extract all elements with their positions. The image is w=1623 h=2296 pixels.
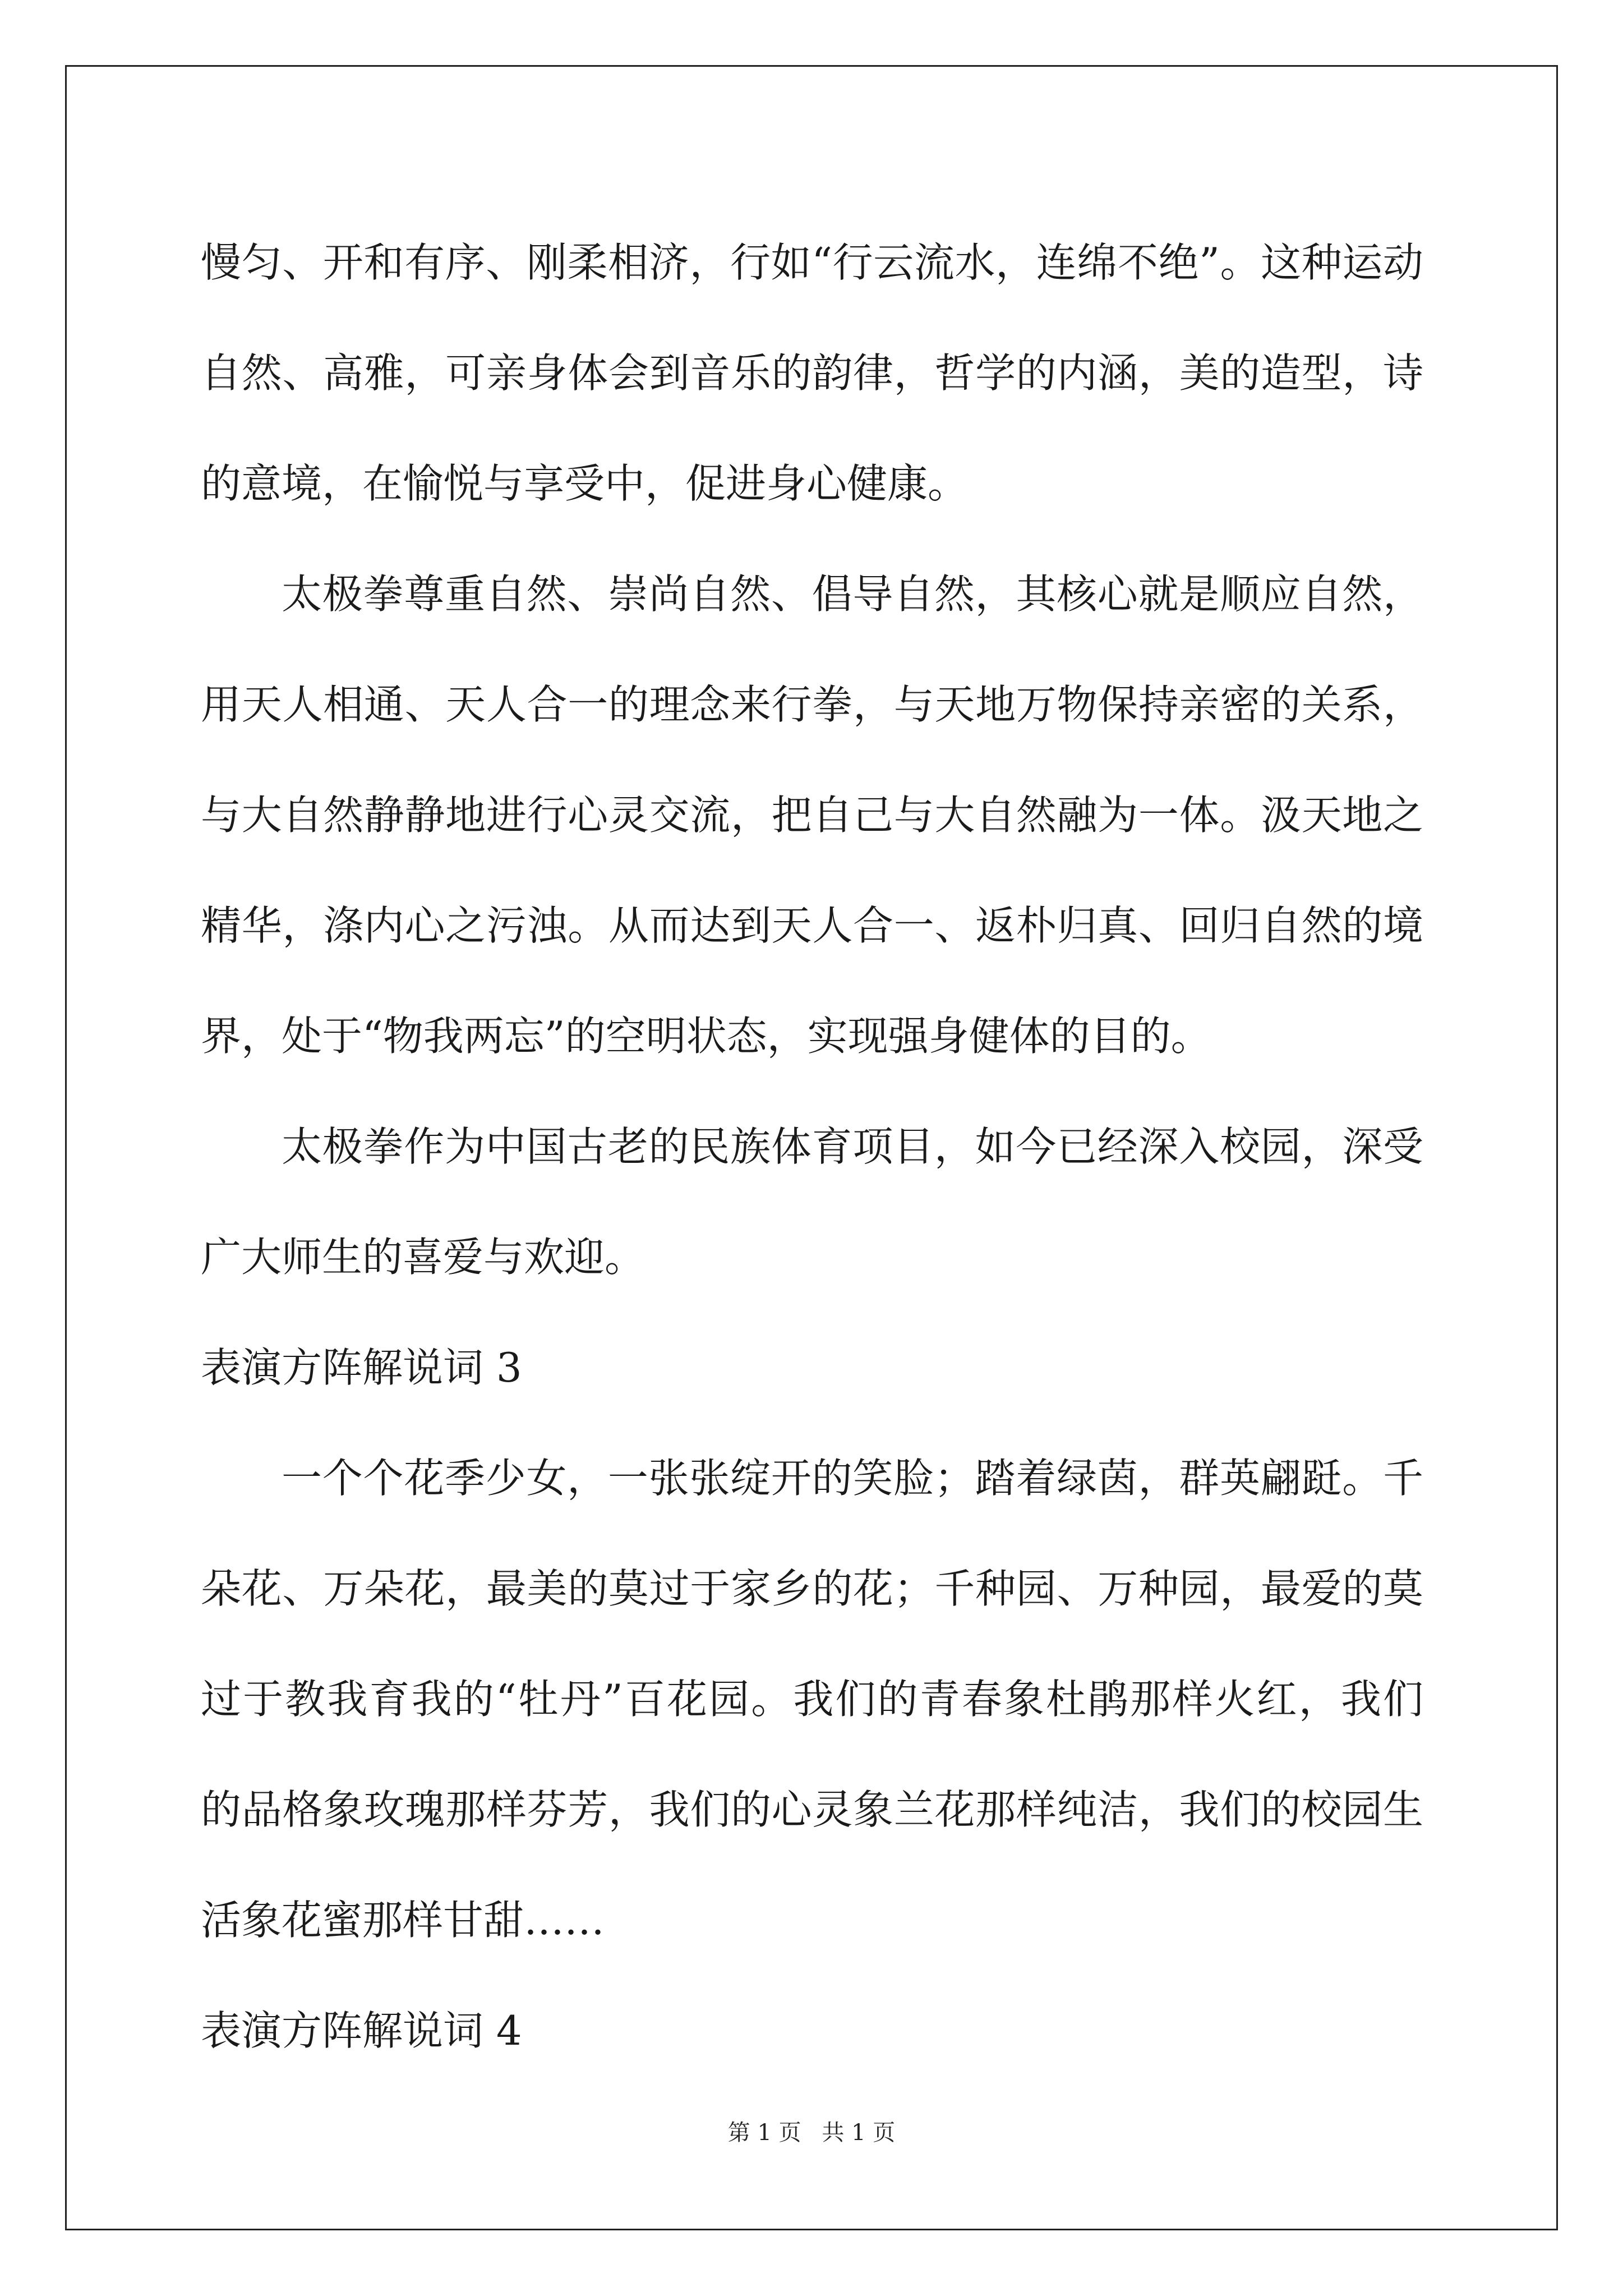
- section-heading: 表演方阵解说词 4: [201, 2007, 522, 2054]
- paragraph-line: 一个个花季少女，一张张绽开的笑脸；踏着绿茵，群英翩跹。千: [282, 1455, 1423, 1502]
- paragraph-line: 活象花蜜那样甘甜……: [201, 1897, 605, 1944]
- paragraph-line: 广大师生的喜爱与欢迎。: [201, 1234, 645, 1281]
- page-number: 第 1 页: [727, 2120, 801, 2146]
- paragraph-line: 精华，涤内心之污浊。从而达到天人合一、返朴归真、回归自然的境: [201, 902, 1423, 949]
- paragraph-line: 用天人相通、天人合一的理念来行拳，与天地万物保持亲密的关系，: [201, 681, 1423, 728]
- paragraph-line: 自然、高雅，可亲身体会到音乐的韵律，哲学的内涵，美的造型，诗: [201, 349, 1423, 397]
- paragraph-line: 与大自然静静地进行心灵交流，把自己与大自然融为一体。汲天地之: [201, 792, 1423, 839]
- paragraph-line: 慢匀、开和有序、刚柔相济，行如“行云流水，连绵不绝”。这种运动: [201, 239, 1423, 286]
- paragraph-line: 太极拳尊重自然、崇尚自然、倡导自然，其核心就是顺应自然，: [282, 570, 1423, 618]
- section-heading: 表演方阵解说词 3: [201, 1344, 522, 1391]
- paragraph-line: 过于教我育我的“牡丹”百花园。我们的青春象杜鹃那样火红，我们: [201, 1676, 1423, 1723]
- paragraph-line: 的意境，在愉悦与享受中，促进身心健康。: [201, 460, 969, 507]
- paragraph-line: 太极拳作为中国古老的民族体育项目，如今已经深入校园，深受: [282, 1123, 1423, 1170]
- page-footer: [0, 2116, 1623, 2150]
- paragraph-line: 的品格象玫瑰那样芬芳，我们的心灵象兰花那样纯洁，我们的校园生: [201, 1786, 1423, 1833]
- paragraph-line: 朵花、万朵花，最美的莫过于家乡的花；千种园、万种园，最爱的莫: [201, 1565, 1423, 1612]
- paragraph-line: 界，处于“物我两忘”的空明状态，实现强身健体的目的。: [201, 1013, 1211, 1060]
- document-body: [201, 208, 1423, 2086]
- page-total: 共 1 页: [822, 2120, 896, 2146]
